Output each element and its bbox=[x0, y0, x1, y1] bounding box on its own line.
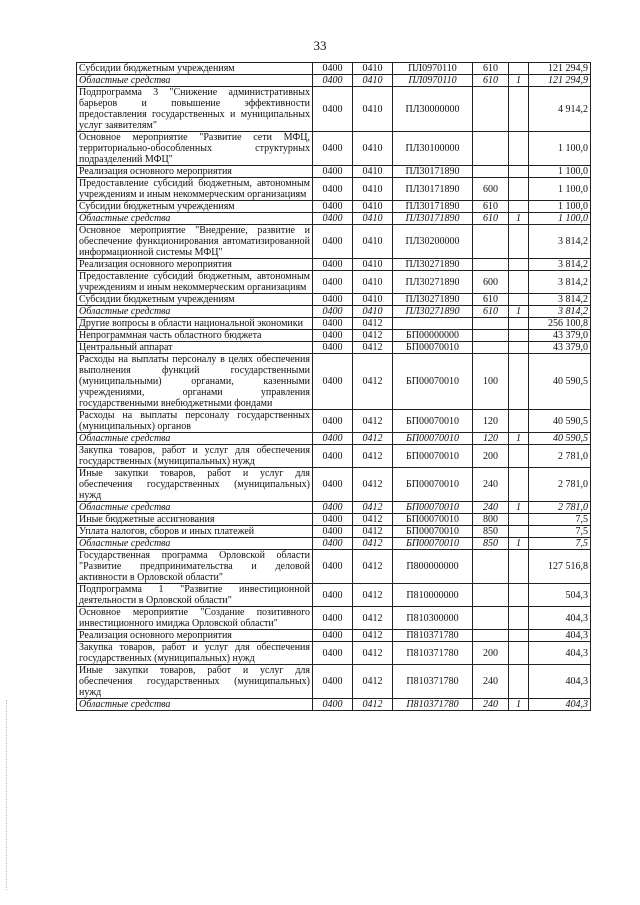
cell-name: Основное мероприятие "Внедрение, развитие и обеспечение функционирования автоматизированной информационной системы МФЦ" bbox=[77, 225, 313, 259]
cell-source bbox=[509, 63, 529, 75]
cell-section: 0400 bbox=[313, 445, 353, 468]
cell-target-item: ПЛ30200000 bbox=[393, 225, 473, 259]
table-row bbox=[77, 306, 591, 318]
table-row bbox=[77, 665, 591, 699]
cell-target-item: П810371780 bbox=[393, 642, 473, 665]
cell-subsection: 0412 bbox=[353, 538, 393, 550]
cell-source bbox=[509, 201, 529, 213]
cell-section: 0400 bbox=[313, 468, 353, 502]
cell-expense-type bbox=[473, 132, 509, 166]
cell-section: 0400 bbox=[313, 294, 353, 306]
cell-expense-type: 240 bbox=[473, 468, 509, 502]
table-row bbox=[77, 433, 591, 445]
cell-amount: 404,3 bbox=[529, 630, 591, 642]
cell-expense-type: 610 bbox=[473, 201, 509, 213]
cell-section: 0400 bbox=[313, 63, 353, 75]
cell-target-item: ПЛ30271890 bbox=[393, 271, 473, 294]
cell-target-item: БП00070010 bbox=[393, 342, 473, 354]
cell-target-item: БП00070010 bbox=[393, 433, 473, 445]
cell-expense-type: 600 bbox=[473, 271, 509, 294]
cell-target-item: ПЛ0970110 bbox=[393, 75, 473, 87]
cell-amount: 256 100,8 bbox=[529, 318, 591, 330]
cell-name: Областные средства bbox=[77, 538, 313, 550]
cell-target-item: ПЛ30000000 bbox=[393, 87, 473, 132]
cell-target-item: П810000000 bbox=[393, 584, 473, 607]
cell-target-item: ПЛ30271890 bbox=[393, 259, 473, 271]
cell-section: 0400 bbox=[313, 607, 353, 630]
cell-target-item: ПЛ0970110 bbox=[393, 63, 473, 75]
cell-section: 0400 bbox=[313, 550, 353, 584]
cell-target-item: П800000000 bbox=[393, 550, 473, 584]
cell-expense-type: 610 bbox=[473, 63, 509, 75]
cell-subsection: 0412 bbox=[353, 445, 393, 468]
cell-name: Субсидии бюджетным учреждениям bbox=[77, 294, 313, 306]
cell-subsection: 0412 bbox=[353, 526, 393, 538]
table-row bbox=[77, 607, 591, 630]
cell-expense-type: 610 bbox=[473, 294, 509, 306]
cell-amount: 127 516,8 bbox=[529, 550, 591, 584]
cell-name: Субсидии бюджетным учреждениям bbox=[77, 201, 313, 213]
cell-amount: 7,5 bbox=[529, 514, 591, 526]
table-row bbox=[77, 526, 591, 538]
cell-section: 0400 bbox=[313, 526, 353, 538]
table-row bbox=[77, 410, 591, 433]
cell-expense-type: 850 bbox=[473, 538, 509, 550]
budget-table bbox=[76, 62, 591, 711]
cell-amount: 3 814,2 bbox=[529, 306, 591, 318]
cell-subsection: 0410 bbox=[353, 178, 393, 201]
cell-subsection: 0410 bbox=[353, 271, 393, 294]
cell-section: 0400 bbox=[313, 502, 353, 514]
cell-subsection: 0410 bbox=[353, 63, 393, 75]
table-row bbox=[77, 271, 591, 294]
cell-amount: 3 814,2 bbox=[529, 271, 591, 294]
table-row bbox=[77, 445, 591, 468]
table-row bbox=[77, 514, 591, 526]
cell-source bbox=[509, 259, 529, 271]
cell-target-item: ПЛ30171890 bbox=[393, 213, 473, 225]
table-row bbox=[77, 87, 591, 132]
table-row bbox=[77, 178, 591, 201]
cell-name: Подпрограмма 1 "Развитие инвестиционной деятельности в Орловской области" bbox=[77, 584, 313, 607]
cell-target-item: ПЛ30171890 bbox=[393, 178, 473, 201]
cell-subsection: 0412 bbox=[353, 584, 393, 607]
cell-expense-type: 610 bbox=[473, 75, 509, 87]
cell-section: 0400 bbox=[313, 166, 353, 178]
cell-expense-type: 200 bbox=[473, 445, 509, 468]
table-row bbox=[77, 132, 591, 166]
cell-section: 0400 bbox=[313, 259, 353, 271]
cell-target-item: П810371780 bbox=[393, 665, 473, 699]
cell-subsection: 0412 bbox=[353, 330, 393, 342]
cell-section: 0400 bbox=[313, 201, 353, 213]
cell-target-item bbox=[393, 318, 473, 330]
cell-source: 1 bbox=[509, 306, 529, 318]
scan-edge-marks bbox=[6, 700, 9, 890]
cell-subsection: 0412 bbox=[353, 410, 393, 433]
cell-amount: 40 590,5 bbox=[529, 433, 591, 445]
cell-amount: 1 100,0 bbox=[529, 213, 591, 225]
cell-name: Государственная программа Орловской области "Развитие предпринимательства и деловой активности в Орловской области" bbox=[77, 550, 313, 584]
cell-amount: 404,3 bbox=[529, 642, 591, 665]
cell-source bbox=[509, 271, 529, 294]
cell-section: 0400 bbox=[313, 538, 353, 550]
table-row bbox=[77, 75, 591, 87]
table-row bbox=[77, 630, 591, 642]
cell-expense-type bbox=[473, 259, 509, 271]
cell-expense-type bbox=[473, 87, 509, 132]
cell-section: 0400 bbox=[313, 665, 353, 699]
cell-subsection: 0410 bbox=[353, 306, 393, 318]
table-row bbox=[77, 642, 591, 665]
cell-amount: 43 379,0 bbox=[529, 330, 591, 342]
cell-subsection: 0410 bbox=[353, 166, 393, 178]
cell-subsection: 0412 bbox=[353, 342, 393, 354]
table-row bbox=[77, 318, 591, 330]
cell-source bbox=[509, 132, 529, 166]
cell-expense-type: 240 bbox=[473, 502, 509, 514]
cell-section: 0400 bbox=[313, 306, 353, 318]
cell-target-item: БП00070010 bbox=[393, 410, 473, 433]
cell-target-item: БП00070010 bbox=[393, 538, 473, 550]
cell-subsection: 0410 bbox=[353, 132, 393, 166]
cell-source bbox=[509, 294, 529, 306]
cell-section: 0400 bbox=[313, 271, 353, 294]
cell-name: Субсидии бюджетным учреждениям bbox=[77, 63, 313, 75]
cell-subsection: 0412 bbox=[353, 699, 393, 711]
cell-expense-type: 100 bbox=[473, 354, 509, 410]
cell-name: Расходы на выплаты персоналу государственных (муниципальных) органов bbox=[77, 410, 313, 433]
cell-target-item: П810371780 bbox=[393, 630, 473, 642]
cell-subsection: 0410 bbox=[353, 294, 393, 306]
cell-section: 0400 bbox=[313, 514, 353, 526]
cell-name: Подпрограмма 3 "Снижение административных барьеров и повышение эффективности предоставления государственных и муниципальных услуг заявителям" bbox=[77, 87, 313, 132]
cell-section: 0400 bbox=[313, 318, 353, 330]
table-row bbox=[77, 354, 591, 410]
cell-target-item: БП00070010 bbox=[393, 526, 473, 538]
cell-source: 1 bbox=[509, 699, 529, 711]
cell-expense-type: 200 bbox=[473, 642, 509, 665]
cell-expense-type: 240 bbox=[473, 665, 509, 699]
table-row bbox=[77, 201, 591, 213]
cell-source bbox=[509, 318, 529, 330]
cell-amount: 3 814,2 bbox=[529, 294, 591, 306]
cell-subsection: 0412 bbox=[353, 514, 393, 526]
cell-target-item: БП00070010 bbox=[393, 502, 473, 514]
cell-subsection: 0412 bbox=[353, 354, 393, 410]
cell-source bbox=[509, 410, 529, 433]
cell-section: 0400 bbox=[313, 213, 353, 225]
cell-expense-type: 120 bbox=[473, 410, 509, 433]
cell-name: Предоставление субсидий бюджетным, автономным учреждениям и иным некоммерческим организациям bbox=[77, 271, 313, 294]
cell-source bbox=[509, 584, 529, 607]
cell-source bbox=[509, 87, 529, 132]
cell-name: Непрограммная часть областного бюджета bbox=[77, 330, 313, 342]
cell-amount: 3 814,2 bbox=[529, 225, 591, 259]
cell-subsection: 0410 bbox=[353, 201, 393, 213]
cell-amount: 404,3 bbox=[529, 607, 591, 630]
cell-subsection: 0412 bbox=[353, 318, 393, 330]
budget-table-body bbox=[77, 63, 591, 711]
cell-expense-type bbox=[473, 342, 509, 354]
cell-section: 0400 bbox=[313, 330, 353, 342]
cell-section: 0400 bbox=[313, 87, 353, 132]
cell-amount: 404,3 bbox=[529, 665, 591, 699]
cell-source bbox=[509, 445, 529, 468]
cell-source bbox=[509, 665, 529, 699]
cell-subsection: 0412 bbox=[353, 630, 393, 642]
page-number: 33 bbox=[313, 38, 327, 53]
cell-section: 0400 bbox=[313, 354, 353, 410]
table-row bbox=[77, 166, 591, 178]
cell-expense-type: 600 bbox=[473, 178, 509, 201]
cell-source: 1 bbox=[509, 538, 529, 550]
cell-section: 0400 bbox=[313, 410, 353, 433]
cell-subsection: 0412 bbox=[353, 642, 393, 665]
cell-source: 1 bbox=[509, 75, 529, 87]
cell-amount: 43 379,0 bbox=[529, 342, 591, 354]
cell-amount: 504,3 bbox=[529, 584, 591, 607]
table-row bbox=[77, 225, 591, 259]
table-row bbox=[77, 342, 591, 354]
cell-name: Иные закупки товаров, работ и услуг для обеспечения государственных (муниципальных) нужд bbox=[77, 468, 313, 502]
cell-section: 0400 bbox=[313, 178, 353, 201]
cell-section: 0400 bbox=[313, 132, 353, 166]
cell-subsection: 0412 bbox=[353, 433, 393, 445]
cell-subsection: 0412 bbox=[353, 502, 393, 514]
cell-expense-type bbox=[473, 330, 509, 342]
cell-expense-type: 610 bbox=[473, 213, 509, 225]
cell-subsection: 0410 bbox=[353, 87, 393, 132]
table-row bbox=[77, 63, 591, 75]
cell-target-item: ПЛ30271890 bbox=[393, 294, 473, 306]
cell-subsection: 0410 bbox=[353, 213, 393, 225]
cell-name: Уплата налогов, сборов и иных платежей bbox=[77, 526, 313, 538]
cell-name: Реализация основного мероприятия bbox=[77, 259, 313, 271]
cell-source bbox=[509, 225, 529, 259]
cell-subsection: 0412 bbox=[353, 468, 393, 502]
cell-source bbox=[509, 166, 529, 178]
cell-source bbox=[509, 630, 529, 642]
cell-name: Иные бюджетные ассигнования bbox=[77, 514, 313, 526]
cell-target-item: БП00070010 bbox=[393, 468, 473, 502]
cell-expense-type: 240 bbox=[473, 699, 509, 711]
cell-amount: 7,5 bbox=[529, 538, 591, 550]
cell-subsection: 0412 bbox=[353, 550, 393, 584]
cell-subsection: 0410 bbox=[353, 75, 393, 87]
cell-expense-type bbox=[473, 225, 509, 259]
cell-target-item: П810300000 bbox=[393, 607, 473, 630]
cell-name: Закупка товаров, работ и услуг для обеспечения государственных (муниципальных) нужд bbox=[77, 445, 313, 468]
cell-target-item: БП00000000 bbox=[393, 330, 473, 342]
cell-name: Основное мероприятие "Развитие сети МФЦ, территориально-обособленных структурных подразделений МФЦ" bbox=[77, 132, 313, 166]
cell-target-item: ПЛ30171890 bbox=[393, 166, 473, 178]
cell-target-item: П810371780 bbox=[393, 699, 473, 711]
cell-source: 1 bbox=[509, 502, 529, 514]
table-row bbox=[77, 699, 591, 711]
cell-subsection: 0412 bbox=[353, 665, 393, 699]
cell-name: Другие вопросы в области национальной экономики bbox=[77, 318, 313, 330]
cell-target-item: БП00070010 bbox=[393, 354, 473, 410]
cell-source bbox=[509, 526, 529, 538]
cell-name: Реализация основного мероприятия bbox=[77, 630, 313, 642]
cell-subsection: 0412 bbox=[353, 607, 393, 630]
cell-section: 0400 bbox=[313, 630, 353, 642]
table-row bbox=[77, 468, 591, 502]
table-row bbox=[77, 538, 591, 550]
cell-amount: 1 100,0 bbox=[529, 201, 591, 213]
cell-amount: 404,3 bbox=[529, 699, 591, 711]
cell-name: Областные средства bbox=[77, 433, 313, 445]
cell-amount: 7,5 bbox=[529, 526, 591, 538]
cell-source bbox=[509, 354, 529, 410]
cell-amount: 3 814,2 bbox=[529, 259, 591, 271]
cell-expense-type: 800 bbox=[473, 514, 509, 526]
table-row bbox=[77, 550, 591, 584]
cell-amount: 40 590,5 bbox=[529, 354, 591, 410]
table-row bbox=[77, 502, 591, 514]
cell-name: Реализация основного мероприятия bbox=[77, 166, 313, 178]
cell-target-item: БП00070010 bbox=[393, 514, 473, 526]
table-row bbox=[77, 584, 591, 607]
cell-expense-type: 850 bbox=[473, 526, 509, 538]
cell-name: Областные средства bbox=[77, 75, 313, 87]
cell-source bbox=[509, 550, 529, 584]
cell-source bbox=[509, 642, 529, 665]
cell-name: Иные закупки товаров, работ и услуг для обеспечения государственных (муниципальных) нужд bbox=[77, 665, 313, 699]
cell-amount: 121 294,9 bbox=[529, 63, 591, 75]
table-row bbox=[77, 213, 591, 225]
cell-source bbox=[509, 468, 529, 502]
cell-amount: 40 590,5 bbox=[529, 410, 591, 433]
cell-amount: 2 781,0 bbox=[529, 445, 591, 468]
cell-target-item: ПЛ30171890 bbox=[393, 201, 473, 213]
cell-expense-type bbox=[473, 584, 509, 607]
cell-section: 0400 bbox=[313, 433, 353, 445]
cell-name: Основное мероприятие "Создание позитивного инвестиционного имиджа Орловской области" bbox=[77, 607, 313, 630]
cell-section: 0400 bbox=[313, 342, 353, 354]
cell-amount: 2 781,0 bbox=[529, 502, 591, 514]
cell-name: Предоставление субсидий бюджетным, автономным учреждениям и иным некоммерческим организациям bbox=[77, 178, 313, 201]
cell-source: 1 bbox=[509, 213, 529, 225]
cell-name: Областные средства bbox=[77, 306, 313, 318]
cell-amount: 2 781,0 bbox=[529, 468, 591, 502]
cell-expense-type bbox=[473, 550, 509, 584]
cell-source: 1 bbox=[509, 433, 529, 445]
cell-expense-type bbox=[473, 630, 509, 642]
cell-amount: 121 294,9 bbox=[529, 75, 591, 87]
cell-name: Закупка товаров, работ и услуг для обеспечения государственных (муниципальных) нужд bbox=[77, 642, 313, 665]
cell-amount: 1 100,0 bbox=[529, 166, 591, 178]
table-row bbox=[77, 259, 591, 271]
table-row bbox=[77, 294, 591, 306]
cell-source bbox=[509, 514, 529, 526]
cell-subsection: 0410 bbox=[353, 225, 393, 259]
cell-section: 0400 bbox=[313, 699, 353, 711]
cell-expense-type bbox=[473, 607, 509, 630]
cell-name: Центральный аппарат bbox=[77, 342, 313, 354]
cell-target-item: ПЛ30271890 bbox=[393, 306, 473, 318]
cell-source bbox=[509, 178, 529, 201]
cell-name: Областные средства bbox=[77, 213, 313, 225]
cell-section: 0400 bbox=[313, 584, 353, 607]
cell-section: 0400 bbox=[313, 225, 353, 259]
cell-subsection: 0410 bbox=[353, 259, 393, 271]
cell-section: 0400 bbox=[313, 75, 353, 87]
cell-amount: 4 914,2 bbox=[529, 87, 591, 132]
cell-expense-type: 610 bbox=[473, 306, 509, 318]
cell-expense-type bbox=[473, 318, 509, 330]
cell-name: Областные средства bbox=[77, 502, 313, 514]
table-row bbox=[77, 330, 591, 342]
cell-expense-type: 120 bbox=[473, 433, 509, 445]
cell-target-item: ПЛ30100000 bbox=[393, 132, 473, 166]
cell-section: 0400 bbox=[313, 642, 353, 665]
cell-source bbox=[509, 607, 529, 630]
cell-expense-type bbox=[473, 166, 509, 178]
cell-amount: 1 100,0 bbox=[529, 132, 591, 166]
cell-source bbox=[509, 342, 529, 354]
cell-source bbox=[509, 330, 529, 342]
cell-target-item: БП00070010 bbox=[393, 445, 473, 468]
cell-amount: 1 100,0 bbox=[529, 178, 591, 201]
cell-name: Расходы на выплаты персоналу в целях обеспечения выполнения функций государственными (муниципальными) органами, казенными учреждениями, органами управления государственными внебюджетными фондами bbox=[77, 354, 313, 410]
cell-name: Областные средства bbox=[77, 699, 313, 711]
